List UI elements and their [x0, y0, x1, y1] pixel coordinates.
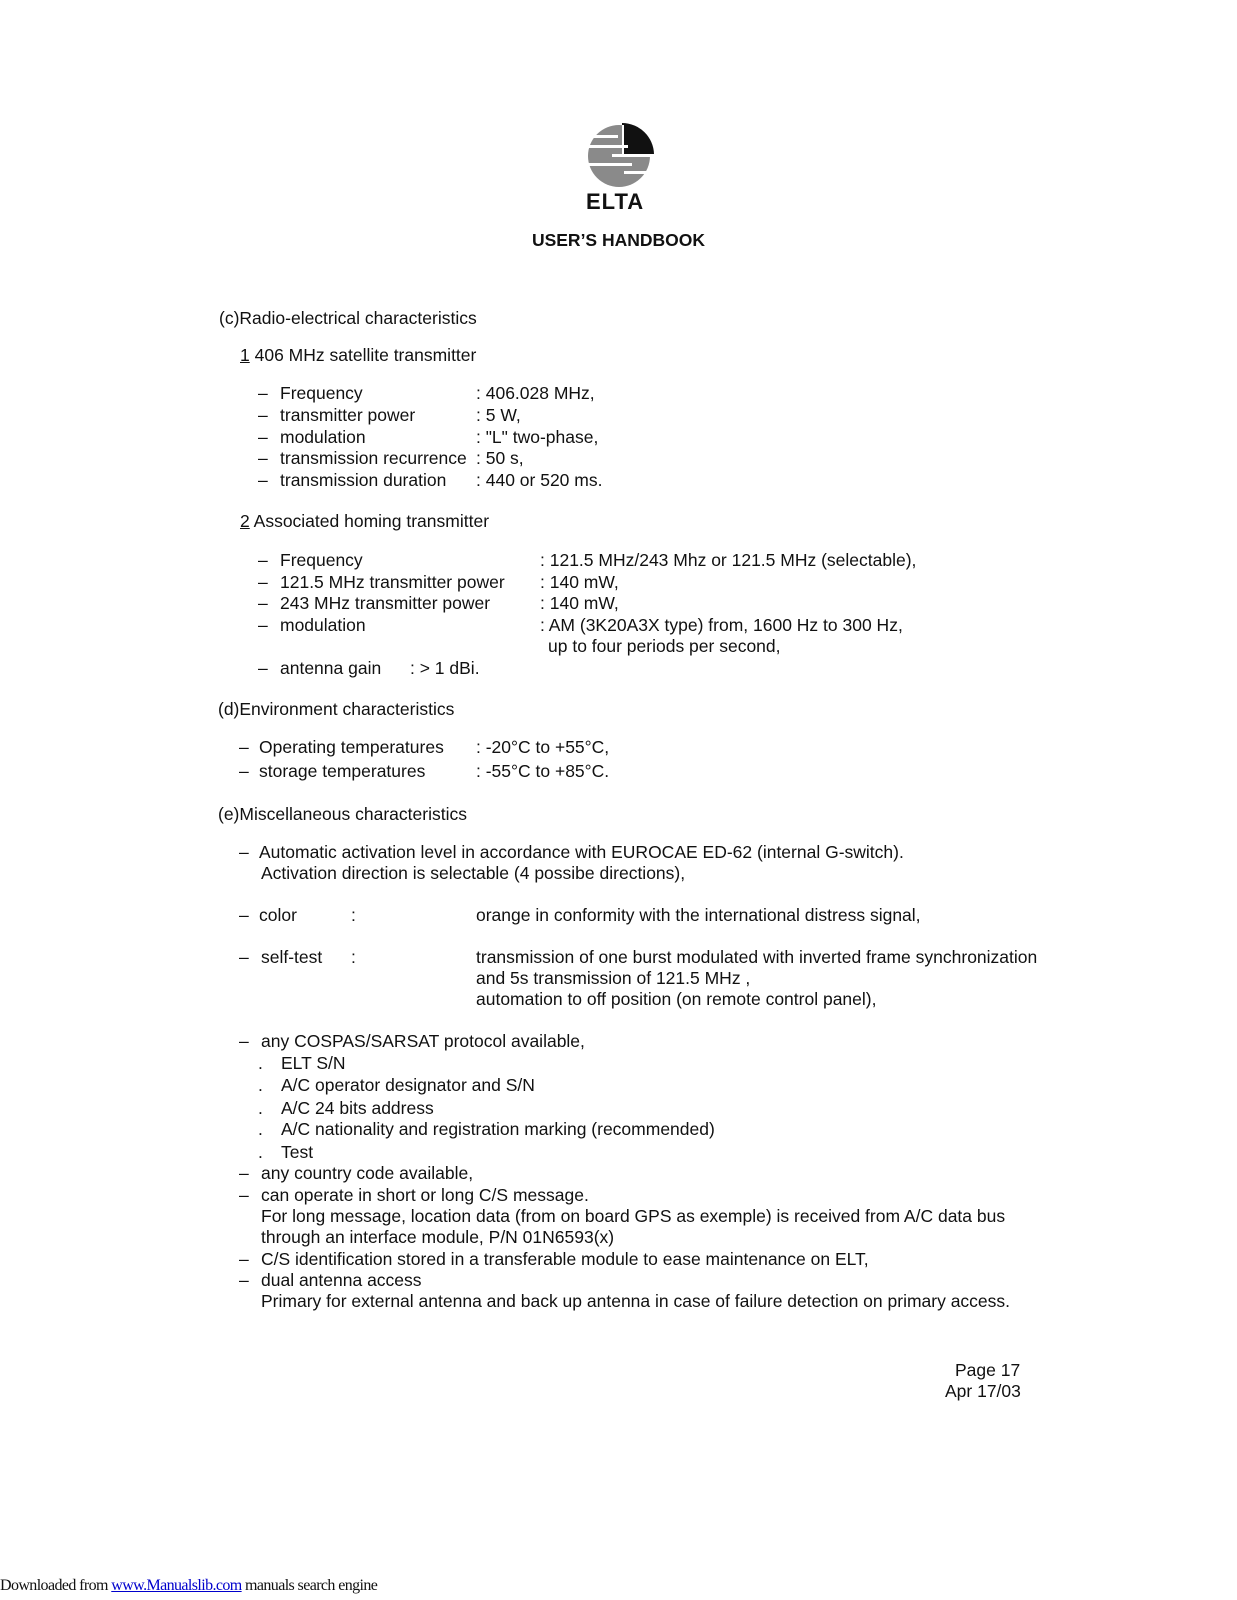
footer-prefix: Downloaded from [0, 1577, 112, 1594]
dash: – [239, 737, 249, 757]
sub1-item-value: : 440 or 520 ms. [476, 470, 603, 490]
dash: – [239, 1185, 249, 1205]
dash: – [258, 658, 268, 678]
bullet-dot: . [258, 1075, 263, 1095]
sub1-item-label: transmitter power [280, 405, 416, 425]
dash: – [258, 427, 268, 447]
env-item-label: storage temperatures [259, 761, 426, 781]
sub1-item-label: transmission recurrence [280, 448, 467, 468]
dash: – [258, 593, 268, 613]
dual-antenna-line: dual antenna access [261, 1270, 422, 1290]
sub2-item-label: 121.5 MHz transmitter power [280, 572, 505, 592]
dash: – [258, 383, 268, 403]
selftest-colon: : [351, 947, 356, 967]
dash: – [239, 1270, 249, 1290]
activation-line: Activation direction is selectable (4 possibe directions), [261, 863, 686, 883]
dash: – [258, 405, 268, 425]
dual-antenna-line: Primary for external antenna and back up antenna in case of failure detection on primary access. [261, 1291, 1011, 1311]
bullet-dot: . [258, 1098, 263, 1118]
elta-logo-icon [588, 123, 654, 189]
dash: – [239, 947, 249, 967]
selftest-label: self-test [261, 947, 323, 967]
dash: – [258, 470, 268, 490]
subsection-2-number: 2 [240, 511, 250, 531]
section-e-title: (e)Miscellaneous characteristics [218, 804, 467, 824]
dash: – [258, 448, 268, 468]
env-item-value: : -20°C to +55°C, [476, 737, 610, 757]
sub1-item-label: transmission duration [280, 470, 447, 490]
sub2-item-value: : 140 mW, [540, 572, 619, 592]
dash: – [239, 842, 249, 862]
sub2-item-value: : 121.5 MHz/243 Mhz or 121.5 MHz (selectable), [540, 550, 917, 570]
dash: – [258, 550, 268, 570]
antenna-gain-value: : > 1 dBi. [410, 658, 480, 678]
protocol-sub-item: Test [281, 1142, 314, 1162]
sub1-item-value: : 5 W, [476, 405, 521, 425]
sub2-item-value: : AM (3K20A3X type) from, 1600 Hz to 300 Hz, [540, 615, 903, 635]
subsection-2-title: Associated homing transmitter [253, 511, 490, 531]
short-long-line: through an interface module, P/N 01N6593(x) [261, 1227, 615, 1247]
short-long-line: can operate in short or long C/S message. [261, 1185, 589, 1205]
logo-wordmark: ELTA [586, 189, 645, 214]
page-number: Page 17 [955, 1360, 1021, 1380]
dash: – [239, 1249, 249, 1269]
sub1-item-value: : "L" two-phase, [476, 427, 599, 447]
page-date: Apr 17/03 [945, 1381, 1021, 1401]
env-item-label: Operating temperatures [259, 737, 444, 757]
activation-line: Automatic activation level in accordance with EUROCAE ED-62 (internal G-switch). [259, 842, 904, 862]
protocol-sub-item: A/C operator designator and S/N [281, 1075, 535, 1095]
selftest-line: transmission of one burst modulated with inverted frame synchronization [476, 947, 1038, 967]
cs-identification-line: C/S identification stored in a transferable module to ease maintenance on ELT, [261, 1249, 869, 1269]
dash: – [239, 1163, 249, 1183]
subsection-1-heading [240, 344, 476, 366]
dash: – [258, 572, 268, 592]
dash: – [239, 761, 249, 781]
selftest-line: and 5s transmission of 121.5 MHz , [476, 968, 751, 988]
sub2-item-label: modulation [280, 615, 366, 635]
download-footer [0, 1576, 377, 1596]
subsection-1-number: 1 [240, 345, 250, 365]
dash: – [258, 615, 268, 635]
footer-suffix: manuals search engine [241, 1577, 378, 1594]
protocol-title: any COSPAS/SARSAT protocol available, [261, 1031, 585, 1051]
section-d-title: (d)Environment characteristics [218, 699, 455, 719]
page-header-title: USER’S HANDBOOK [531, 230, 706, 250]
section-c-title: (c)Radio-electrical characteristics [219, 308, 477, 328]
sub1-item-value: : 406.028 MHz, [476, 383, 595, 403]
bullet-dot: . [258, 1119, 263, 1139]
sub2-item-label: Frequency [280, 550, 363, 570]
protocol-sub-item: A/C 24 bits address [281, 1098, 434, 1118]
color-colon: : [351, 905, 356, 925]
sub1-item-label: modulation [280, 427, 366, 447]
selftest-line: automation to off position (on remote control panel), [476, 989, 877, 1009]
sub2-item-value-cont: up to four periods per second, [548, 636, 781, 656]
sub2-item-value: : 140 mW, [540, 593, 619, 613]
color-value: orange in conformity with the international distress signal, [476, 905, 921, 925]
bullet-dot: . [258, 1053, 263, 1073]
short-long-line: For long message, location data (from on board GPS as exemple) is received from A/C data bus [261, 1206, 1006, 1226]
protocol-sub-item: ELT S/N [281, 1053, 346, 1073]
sub2-item-label: 243 MHz transmitter power [280, 593, 491, 613]
env-item-value: : -55°C to +85°C. [476, 761, 610, 781]
antenna-gain-label: antenna gain [280, 658, 382, 678]
bullet-dot: . [258, 1142, 263, 1162]
sub1-item-value: : 50 s, [476, 448, 524, 468]
subsection-1-title: 406 MHz satellite transmitter [254, 345, 477, 365]
dash: – [239, 905, 249, 925]
manualslib-link[interactable]: www.Manualslib.com [111, 1577, 242, 1594]
protocol-sub-item: A/C nationality and registration marking (recommended) [281, 1119, 715, 1139]
dash: – [239, 1031, 249, 1051]
color-label: color [259, 905, 297, 925]
subsection-2-heading [240, 510, 489, 532]
country-code-line: any country code available, [261, 1163, 474, 1183]
sub1-item-label: Frequency [280, 383, 363, 403]
